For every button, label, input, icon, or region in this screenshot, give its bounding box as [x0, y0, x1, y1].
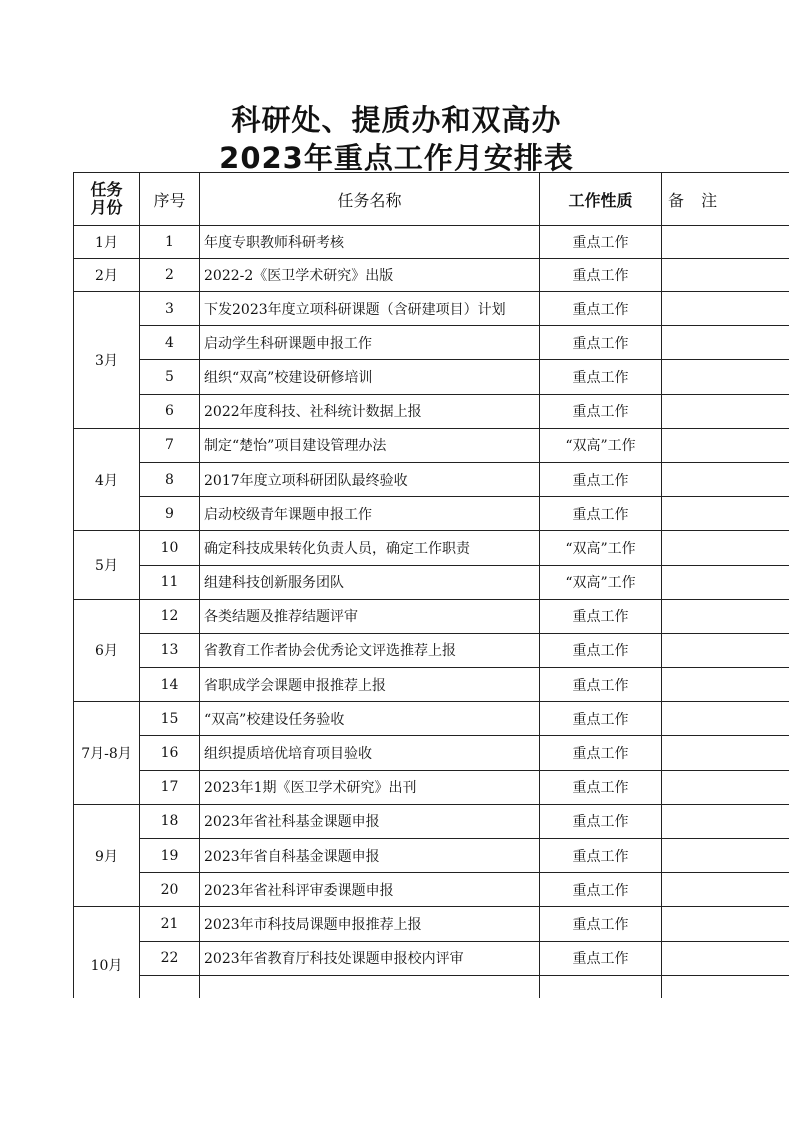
task-name-cell: 组织“双高”校建设研修培训 — [200, 360, 540, 394]
header-month-text: 任务 月份 — [90, 180, 123, 217]
nature-cell: 重点工作 — [540, 226, 662, 259]
task-name-cell: 年度专职教师科研考核 — [200, 226, 540, 259]
page-title: 科研处、提质办和双高办 — [231, 103, 562, 137]
task-name-cell: 2023年省教育厅科技处课题申报校内评审 — [200, 941, 540, 975]
header-remark: 备 注 — [662, 173, 790, 226]
task-name-cell: 2023年省社科基金课题申报 — [200, 804, 540, 838]
nature-cell: 重点工作 — [540, 599, 662, 633]
nature-cell: 重点工作 — [540, 394, 662, 428]
remark-cell — [662, 565, 790, 599]
table-row — [74, 428, 790, 462]
remark-cell — [662, 462, 790, 496]
task-name-cell: 组织提质培优培育项目验收 — [200, 736, 540, 770]
table-row — [74, 326, 790, 360]
table-row — [74, 531, 790, 565]
remark-cell — [662, 497, 790, 531]
nature-cell: 重点工作 — [540, 702, 662, 736]
seq-cell: 15 — [140, 702, 200, 736]
task-name-cell: 2023年省社科评审委课题申报 — [200, 873, 540, 907]
nature-cell: 重点工作 — [540, 326, 662, 360]
seq-cell: 12 — [140, 599, 200, 633]
table-row — [74, 292, 790, 326]
table-row — [74, 770, 790, 804]
remark-cell — [662, 259, 790, 292]
task-name-cell: 组建科技创新服务团队 — [200, 565, 540, 599]
nature-cell: “双高”工作 — [540, 531, 662, 565]
seq-cell: 2 — [140, 259, 200, 292]
table-row — [74, 907, 790, 941]
task-name-cell: “双高”校建设任务验收 — [200, 702, 540, 736]
table-row — [74, 462, 790, 496]
seq-cell: 10 — [140, 531, 200, 565]
empty-cell — [140, 975, 200, 998]
nature-cell: 重点工作 — [540, 770, 662, 804]
nature-cell: 重点工作 — [540, 462, 662, 496]
table-row — [74, 360, 790, 394]
remark-cell — [662, 736, 790, 770]
remark-cell — [662, 599, 790, 633]
seq-cell: 21 — [140, 907, 200, 941]
task-name-cell: 各类结题及推荐结题评审 — [200, 599, 540, 633]
remark-cell — [662, 531, 790, 565]
task-name-cell: 下发2023年度立项科研课题（含研建项目）计划 — [200, 292, 540, 326]
seq-cell: 16 — [140, 736, 200, 770]
nature-cell: “双高”工作 — [540, 428, 662, 462]
month-cell: 10月 — [74, 907, 140, 998]
remark-cell — [662, 804, 790, 838]
seq-cell: 13 — [140, 633, 200, 667]
remark-cell — [662, 292, 790, 326]
month-cell: 7月-8月 — [74, 702, 140, 805]
seq-cell: 8 — [140, 462, 200, 496]
month-cell: 3月 — [74, 292, 140, 429]
nature-cell: 重点工作 — [540, 839, 662, 873]
empty-cell — [540, 975, 662, 998]
seq-cell: 19 — [140, 839, 200, 873]
nature-cell: 重点工作 — [540, 292, 662, 326]
nature-cell: 重点工作 — [540, 668, 662, 702]
remark-cell — [662, 873, 790, 907]
header-row — [74, 173, 790, 226]
task-name-cell: 2022-2《医卫学术研究》出版 — [200, 259, 540, 292]
header-nature: 工作性质 — [540, 173, 662, 226]
task-name-cell: 2023年市科技局课题申报推荐上报 — [200, 907, 540, 941]
table-row — [74, 633, 790, 667]
task-name-cell: 2023年1期《医卫学术研究》出刊 — [200, 770, 540, 804]
nature-cell: 重点工作 — [540, 873, 662, 907]
task-name-cell: 启动校级青年课题申报工作 — [200, 497, 540, 531]
nature-cell: “双高”工作 — [540, 565, 662, 599]
task-name-cell: 2022年度科技、社科统计数据上报 — [200, 394, 540, 428]
task-name-cell: 2023年省自科基金课题申报 — [200, 839, 540, 873]
seq-cell: 4 — [140, 326, 200, 360]
remark-cell — [662, 941, 790, 975]
task-name-cell: 启动学生科研课题申报工作 — [200, 326, 540, 360]
seq-cell: 6 — [140, 394, 200, 428]
nature-cell: 重点工作 — [540, 360, 662, 394]
header-name: 任务名称 — [200, 173, 540, 226]
remark-cell — [662, 975, 790, 998]
header-month — [74, 173, 140, 226]
table-row — [74, 804, 790, 838]
nature-cell: 重点工作 — [540, 497, 662, 531]
remark-cell — [662, 394, 790, 428]
remark-cell — [662, 907, 790, 941]
table-row — [74, 497, 790, 531]
task-name-cell: 制定“楚怡”项目建设管理办法 — [200, 428, 540, 462]
task-name-cell: 2017年度立项科研团队最终验收 — [200, 462, 540, 496]
nature-cell: 重点工作 — [540, 941, 662, 975]
seq-cell: 11 — [140, 565, 200, 599]
page-subtitle: 2023年重点工作月安排表 — [219, 141, 574, 175]
month-cell: 6月 — [74, 599, 140, 702]
month-cell: 1月 — [74, 226, 140, 259]
remark-cell — [662, 360, 790, 394]
seq-cell: 9 — [140, 497, 200, 531]
table-row — [74, 941, 790, 975]
seq-cell: 17 — [140, 770, 200, 804]
table-row — [74, 565, 790, 599]
table-row — [74, 599, 790, 633]
month-cell: 5月 — [74, 531, 140, 599]
nature-cell: 重点工作 — [540, 804, 662, 838]
remark-cell — [662, 326, 790, 360]
seq-cell: 3 — [140, 292, 200, 326]
table-row — [74, 259, 790, 292]
seq-cell: 22 — [140, 941, 200, 975]
nature-cell: 重点工作 — [540, 259, 662, 292]
month-cell: 2月 — [74, 259, 140, 292]
remark-cell — [662, 770, 790, 804]
empty-cell — [200, 975, 540, 998]
table-row — [74, 668, 790, 702]
table-row — [74, 873, 790, 907]
nature-cell: 重点工作 — [540, 633, 662, 667]
nature-cell: 重点工作 — [540, 736, 662, 770]
remark-cell — [662, 428, 790, 462]
task-name-cell: 省教育工作者协会优秀论文评选推荐上报 — [200, 633, 540, 667]
table-row — [74, 702, 790, 736]
schedule-table — [73, 172, 789, 998]
table-row — [74, 394, 790, 428]
remark-cell — [662, 633, 790, 667]
schedule-sheet — [73, 172, 789, 998]
seq-cell: 20 — [140, 873, 200, 907]
remark-cell — [662, 226, 790, 259]
month-cell: 9月 — [74, 804, 140, 907]
task-name-cell: 省职成学会课题申报推荐上报 — [200, 668, 540, 702]
nature-cell: 重点工作 — [540, 907, 662, 941]
seq-cell: 18 — [140, 804, 200, 838]
remark-cell — [662, 839, 790, 873]
table-row — [74, 226, 790, 259]
remark-cell — [662, 668, 790, 702]
task-name-cell: 确定科技成果转化负责人员，确定工作职责 — [200, 531, 540, 565]
seq-cell: 1 — [140, 226, 200, 259]
remark-cell — [662, 702, 790, 736]
seq-cell: 5 — [140, 360, 200, 394]
seq-cell: 7 — [140, 428, 200, 462]
month-cell: 4月 — [74, 428, 140, 531]
header-seq: 序号 — [140, 173, 200, 226]
seq-cell: 14 — [140, 668, 200, 702]
table-row — [74, 975, 790, 998]
table-row — [74, 839, 790, 873]
table-row — [74, 736, 790, 770]
